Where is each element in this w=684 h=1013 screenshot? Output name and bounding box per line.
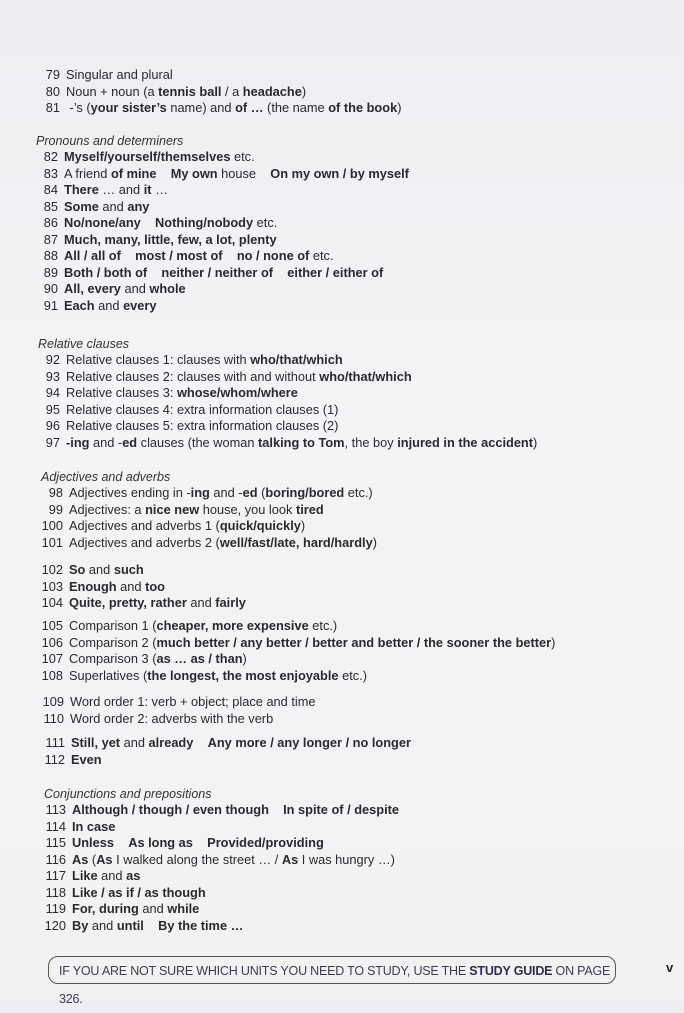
unit-title [69, 485, 373, 502]
unit-entry [41, 618, 555, 635]
unit-title-bold-part: your sister’s [90, 100, 167, 115]
unit-entry [38, 369, 537, 386]
unit-title-part: etc.) [344, 485, 373, 500]
unit-title-bold-part: Each [64, 297, 95, 313]
unit-title-part: and [138, 901, 168, 916]
unit-title [69, 502, 324, 519]
unit-title [66, 84, 306, 101]
unit-title-bold-part: much better / any better / better and better / the sooner the better [156, 634, 552, 650]
unit-entry [43, 735, 411, 752]
unit-entry [44, 802, 399, 819]
unit-title-part: ) [551, 634, 556, 650]
unit-title [64, 248, 334, 265]
unit-title [71, 735, 411, 752]
unit-title-bold-part: Still, yet [71, 735, 121, 750]
unit-title-bold-part: neither / neither of [161, 264, 274, 280]
unit-title-part [193, 735, 207, 750]
unit-title-part: I was hungry …) [298, 851, 395, 867]
unit-title [64, 166, 409, 183]
unit-title-bold-part: ed [242, 485, 258, 500]
unit-title-part: and [120, 281, 150, 296]
unit-number: 110 [43, 710, 64, 726]
unit-number: 95 [45, 401, 60, 417]
unit-entry [38, 418, 537, 435]
unit-title-bold-part: of mine [110, 165, 157, 181]
unit-title-bold-part: By the time … [158, 917, 244, 933]
unit-title-part: clauses (the woman [137, 434, 259, 450]
unit-title-part: etc. [230, 149, 255, 164]
unit-title-bold-part: ed [122, 434, 138, 450]
unit-number: 115 [45, 835, 66, 850]
unit-title-part: Adjectives: a [69, 501, 146, 517]
unit-number: 119 [45, 901, 66, 916]
unit-title [69, 668, 367, 685]
unit-title-part: Relative clauses 4: extra information clauses (1) [66, 401, 339, 417]
unit-title-part: Relative clauses 3: [66, 385, 177, 400]
unit-title-bold-part: cheaper, more expensive [156, 618, 309, 633]
study-guide-note [48, 956, 616, 1006]
unit-number: 96 [45, 418, 60, 433]
unit-number: 97 [45, 434, 60, 450]
unit-entry [41, 562, 246, 579]
unit-title-bold-part: talking to Tom [258, 434, 345, 450]
unit-title [66, 100, 401, 117]
unit-entry [42, 711, 316, 728]
unit-title-part: and [98, 198, 128, 214]
unit-entry [44, 901, 399, 918]
unit-title-bold-part: no / none of [236, 248, 310, 263]
unit-title [64, 232, 277, 249]
unit-title-bold-part: Like [72, 868, 98, 883]
unit-title-bold-part: As [72, 851, 89, 867]
unit-title-part [147, 265, 161, 280]
unit-title [69, 535, 377, 552]
unit-title-part [269, 802, 283, 817]
contents-section [36, 133, 409, 314]
unit-number: 109 [42, 694, 64, 709]
unit-title-bold-part: As [96, 851, 113, 867]
unit-entry [44, 885, 399, 902]
unit-title-bold-part: For, during [72, 901, 139, 916]
unit-title-bold-part: -ing [66, 434, 90, 450]
unit-entry [36, 265, 409, 282]
unit-number: 117 [45, 868, 66, 883]
unit-title-bold-part: No/none/any [64, 215, 141, 230]
unit-title [69, 618, 337, 635]
unit-entry [38, 435, 537, 452]
unit-title-bold-part: boring/bored [265, 485, 345, 500]
unit-number: 83 [43, 165, 58, 181]
unit-entry [43, 752, 411, 769]
unit-title-bold-part: Myself/yourself/themselves [64, 149, 231, 164]
unit-number: 92 [45, 352, 60, 367]
unit-title-bold-part: any [127, 198, 150, 214]
unit-number: 120 [44, 917, 66, 933]
unit-number: 87 [43, 231, 58, 247]
unit-entry [41, 535, 377, 552]
unit-title [69, 562, 144, 579]
unit-number: 114 [45, 818, 66, 834]
unit-title-bold-part: headache [242, 83, 302, 99]
unit-number: 80 [45, 83, 60, 99]
unit-title [71, 752, 102, 769]
unit-number: 106 [41, 634, 63, 650]
unit-title-part: and - [209, 485, 243, 500]
unit-number: 91 [43, 297, 58, 313]
unit-number: 104 [41, 595, 63, 610]
unit-title-bold-part: who/that/which [250, 352, 343, 367]
unit-entry [38, 402, 537, 419]
unit-title [64, 182, 168, 199]
unit-title-part [121, 248, 135, 263]
unit-title-bold-part: There [64, 182, 99, 197]
unit-number: 85 [43, 198, 58, 214]
unit-title-bold-part: All / all of [64, 248, 121, 263]
unit-title [70, 694, 316, 711]
unit-title [70, 711, 273, 728]
unit-title-bold-part: My own [170, 165, 218, 181]
page-number: v [666, 960, 674, 975]
unit-number: 90 [43, 281, 58, 296]
unit-entry [36, 232, 409, 249]
unit-number: 93 [45, 368, 60, 384]
unit-title-bold-part: Provided/providing [207, 835, 324, 850]
unit-title-part: and [97, 868, 127, 883]
unit-title-bold-part: whose/whom/where [176, 385, 298, 400]
contents-section [38, 336, 537, 451]
unit-entry [44, 868, 399, 885]
unit-title [64, 215, 277, 232]
unit-title [66, 369, 412, 386]
unit-title-bold-part: Unless [72, 835, 114, 850]
unit-entry [41, 518, 377, 535]
unit-title-part: … [151, 182, 168, 197]
note-text: IF YOU ARE NOT SURE WHICH UNITS YOU NEED TO STUDY, USE THE [59, 964, 470, 978]
unit-title-bold-part: Nothing/nobody [155, 215, 254, 230]
unit-number: 113 [45, 802, 66, 817]
unit-title-part: etc. [309, 248, 334, 263]
unit-title-part: ( [257, 485, 266, 500]
unit-number: 118 [45, 884, 66, 900]
contents-section [41, 562, 246, 612]
unit-title-bold-part: as … as / than [156, 651, 243, 666]
unit-title-bold-part: Although / though / even though [72, 802, 269, 817]
unit-title-bold-part: As [281, 851, 299, 867]
section-heading: Conjunctions and prepositions [44, 787, 212, 801]
unit-title-part: Comparison 3 ( [69, 651, 157, 666]
unit-title-bold-part: ing [190, 485, 210, 500]
study-guide-link-text: STUDY GUIDE [469, 964, 553, 978]
unit-entry [36, 149, 409, 166]
unit-title [72, 802, 399, 819]
unit-title-part [156, 166, 170, 181]
unit-entry [36, 182, 409, 199]
unit-title [64, 281, 186, 298]
unit-title-part: (the name [263, 100, 329, 115]
unit-number: 79 [45, 67, 60, 82]
unit-number: 102 [41, 562, 63, 577]
unit-entry [36, 215, 409, 232]
unit-entry [44, 819, 399, 836]
unit-title-part: ) [300, 518, 306, 533]
unit-title-bold-part: As long as [128, 835, 193, 850]
unit-entry [41, 579, 246, 596]
unit-title-part: Word order 2: adverbs with the verb [70, 710, 274, 726]
unit-title-part: Relative clauses 5: extra information clauses (2) [66, 418, 339, 433]
unit-entry [36, 166, 409, 183]
unit-number: 82 [43, 149, 58, 164]
unit-title-bold-part: while [167, 901, 200, 916]
unit-title [66, 402, 338, 419]
unit-title-bold-part: as [126, 868, 141, 883]
unit-title-bold-part: fairly [215, 595, 246, 610]
unit-title-bold-part: Even [71, 751, 102, 767]
unit-entry [41, 651, 555, 668]
unit-title-part: house [217, 165, 271, 181]
unit-title-bold-part: every [123, 297, 157, 313]
unit-title [69, 518, 305, 535]
unit-title-part: Noun + noun (a [66, 83, 159, 99]
unit-title-bold-part: well/fast/late, hard/hardly [219, 534, 373, 550]
unit-title-bold-part: either / either of [287, 264, 384, 280]
unit-title-bold-part: Any more / any longer / no longer [207, 735, 411, 750]
unit-title-bold-part: most / most of [135, 248, 223, 263]
unit-number: 108 [41, 667, 63, 683]
section-heading: Relative clauses [38, 337, 130, 351]
unit-title-part: ) [372, 534, 377, 550]
note-text-end: ON PAGE 326. [59, 964, 611, 1006]
unit-title-part: and [85, 562, 114, 577]
unit-title [66, 435, 537, 452]
unit-title [64, 265, 383, 282]
contents-section [41, 618, 555, 684]
unit-title-bold-part: All, every [64, 281, 121, 296]
unit-number: 111 [45, 735, 65, 750]
unit-title-part: -’s ( [66, 100, 91, 115]
unit-title-bold-part: whole [149, 281, 186, 296]
unit-title-bold-part: quick/quickly [219, 518, 301, 533]
unit-title-part: and - [89, 434, 123, 450]
unit-title [69, 635, 555, 652]
unit-title-part: … and [98, 182, 144, 197]
unit-title-part: Adjectives and adverbs 1 ( [69, 518, 220, 533]
unit-title [66, 418, 338, 435]
unit-title-bold-part: too [145, 578, 165, 594]
unit-number: 101 [41, 534, 63, 550]
unit-title [72, 852, 395, 869]
unit-entry [36, 298, 409, 315]
unit-title-part: , the boy [344, 434, 398, 450]
unit-title [69, 651, 247, 668]
contents-section [42, 694, 316, 727]
unit-title [72, 835, 324, 852]
unit-title-part [273, 265, 287, 280]
unit-title [66, 67, 173, 84]
unit-entry [44, 852, 399, 869]
unit-title-bold-part: So [69, 562, 86, 577]
unit-entry [42, 694, 316, 711]
unit-number: 99 [48, 501, 63, 517]
unit-title-part: etc.) [308, 618, 338, 633]
unit-title-bold-part: until [116, 917, 144, 933]
unit-title-part: Adjectives ending in - [69, 485, 191, 500]
unit-number: 86 [43, 215, 58, 230]
unit-title-bold-part: In spite of / despite [283, 802, 400, 817]
unit-title-part [223, 248, 237, 263]
unit-title-bold-part: In case [72, 818, 116, 834]
unit-number: 89 [43, 264, 58, 280]
unit-title [69, 595, 246, 612]
unit-title-part: Comparison 1 ( [69, 618, 157, 633]
unit-entry [41, 485, 377, 502]
unit-title [72, 819, 115, 836]
section-heading: Adjectives and adverbs [41, 470, 171, 484]
unit-title-part: ) [533, 434, 538, 450]
unit-title-part: Relative clauses 1: clauses with [66, 352, 251, 367]
unit-title-bold-part: such [113, 562, 144, 577]
unit-entry [38, 352, 537, 369]
unit-title [72, 868, 140, 885]
unit-title [72, 918, 243, 935]
unit-number: 105 [41, 618, 63, 633]
unit-title-part: Comparison 2 ( [69, 634, 157, 650]
unit-number: 88 [43, 248, 58, 263]
unit-title-part: Relative clauses 2: clauses with and without [66, 368, 320, 384]
unit-number: 103 [41, 578, 63, 594]
contents-section [44, 786, 399, 934]
unit-title-bold-part: Some [64, 198, 99, 214]
unit-title-bold-part: Much, many, little, few, a lot, plenty [64, 231, 277, 247]
unit-title-part: ( [88, 851, 97, 867]
unit-title-part: and [94, 297, 124, 313]
unit-title-bold-part: it [143, 182, 152, 197]
unit-title [64, 149, 255, 166]
unit-title-part: I walked along the street … / [112, 851, 282, 867]
unit-title-bold-part: Both / both of [64, 264, 148, 280]
unit-title-part: ) [397, 100, 402, 115]
unit-title-part: and [186, 595, 216, 610]
unit-title [72, 885, 206, 902]
unit-number: 98 [48, 485, 63, 500]
unit-number: 81 [45, 100, 60, 115]
unit-number: 107 [41, 651, 63, 666]
unit-number: 116 [45, 851, 66, 867]
unit-title-part: name) and [166, 100, 236, 115]
unit-title-part [144, 918, 158, 933]
unit-entry [41, 635, 555, 652]
contents-section [43, 735, 411, 768]
unit-entry [36, 281, 409, 298]
unit-title-bold-part: By [72, 917, 89, 933]
unit-title [64, 298, 157, 315]
unit-title-part: and [120, 735, 149, 750]
unit-entry [38, 385, 537, 402]
unit-title-bold-part: of the book [328, 100, 398, 115]
contents-section [38, 67, 401, 117]
unit-title-part: A friend [64, 165, 111, 181]
unit-entry [38, 100, 401, 117]
unit-number: 112 [44, 751, 65, 767]
unit-entry [36, 199, 409, 216]
unit-title [66, 352, 343, 369]
unit-title-bold-part: the longest, the most enjoyable [147, 667, 339, 683]
unit-title-part: / a [221, 83, 243, 99]
unit-title-part: Superlatives ( [69, 667, 148, 683]
unit-entry [38, 67, 401, 84]
unit-title [66, 385, 298, 402]
unit-title-part: and [116, 578, 146, 594]
unit-title-bold-part: On my own / by myself [270, 165, 409, 181]
unit-entry [44, 918, 399, 935]
unit-title-part: Adjectives and adverbs 2 ( [69, 534, 220, 550]
unit-title-bold-part: Enough [69, 578, 117, 594]
unit-number: 100 [41, 518, 63, 533]
unit-title-bold-part: of … [235, 100, 264, 115]
unit-title-bold-part: Quite, pretty, rather [69, 595, 187, 610]
unit-entry [36, 248, 409, 265]
unit-entry [41, 595, 246, 612]
unit-title-bold-part: Like / as if / as though [72, 884, 206, 900]
unit-title-part: ) [301, 83, 307, 99]
unit-entry [41, 668, 555, 685]
unit-title-bold-part: injured in the accident [397, 434, 534, 450]
contents-section [41, 469, 377, 551]
section-heading: Pronouns and determiners [36, 134, 184, 148]
unit-title [64, 199, 149, 216]
unit-title-part: house, you look [199, 501, 296, 517]
unit-title-part: Word order 1: verb + object; place and time [70, 694, 316, 709]
unit-title-bold-part: nice new [145, 501, 200, 517]
unit-title-part: and [88, 917, 117, 933]
unit-title-bold-part: already [148, 735, 194, 750]
unit-title-part [114, 835, 128, 850]
unit-title-part: Singular and plural [66, 67, 173, 82]
unit-title-part [193, 835, 207, 850]
unit-title-bold-part: tennis ball [158, 83, 222, 99]
unit-entry [41, 502, 377, 519]
unit-title-part [141, 215, 155, 230]
unit-title-part: ) [242, 651, 247, 666]
unit-number: 94 [45, 385, 60, 400]
unit-title-part: etc. [253, 215, 278, 230]
unit-title [72, 901, 199, 918]
unit-title-bold-part: who/that/which [319, 368, 412, 384]
unit-entry [38, 84, 401, 101]
unit-title-bold-part: tired [295, 501, 324, 517]
unit-entry [44, 835, 399, 852]
unit-number: 84 [43, 182, 58, 197]
unit-title-part: etc.) [338, 667, 367, 683]
unit-title [69, 579, 165, 596]
